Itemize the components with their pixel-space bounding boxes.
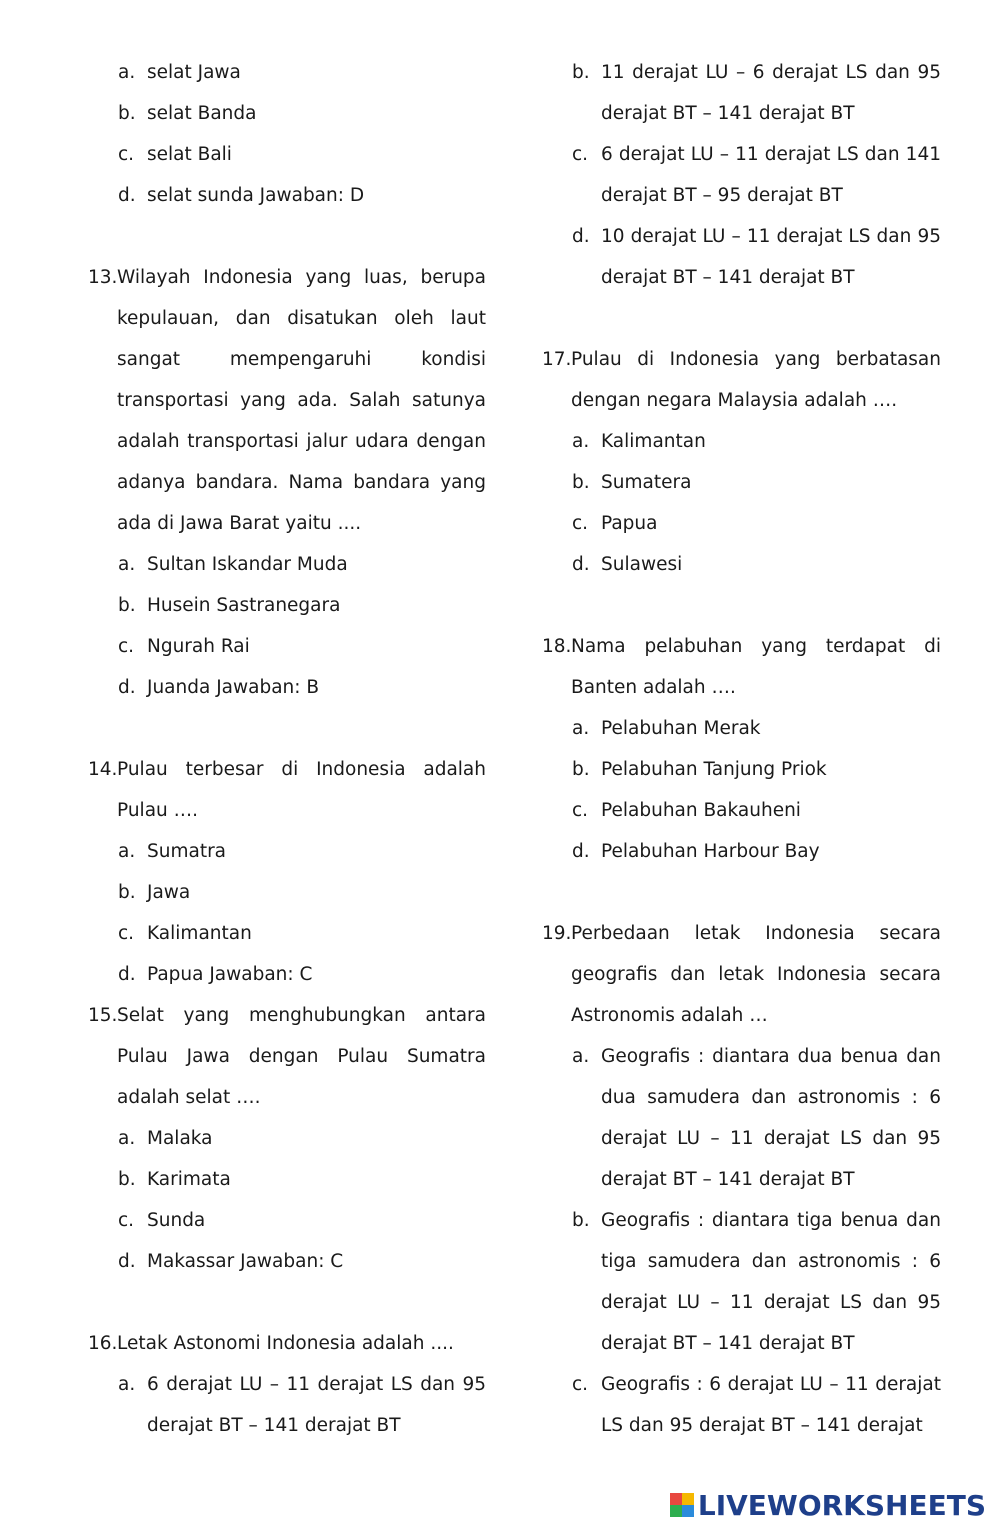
question-text: Perbedaan letak Indonesia secara geografis dan letak Indonesia secara Astronomis adalah … — [571, 923, 941, 1026]
question-14 — [88, 749, 486, 995]
question-text: Wilayah Indonesia yang luas, berupa kepulauan, dan disatukan oleh laut sangat mempengaruhi kondisi transportasi yang ada. Salah satunya adalah transportasi jalur udara dengan adanya bandara. Nama bandara yang ada di Jawa Barat yaitu .... — [117, 267, 486, 534]
question-text: Pulau di Indonesia yang berbatasan dengan negara Malaysia adalah …. — [571, 349, 941, 411]
option-item: c. selat Bali — [118, 144, 232, 165]
question-number: 15. — [88, 1005, 118, 1026]
question-text: Pulau terbesar di Indonesia adalah Pulau …. — [117, 759, 486, 821]
question-number: 17. — [542, 349, 572, 370]
option-text: selat Jawa — [147, 62, 241, 83]
option-item: b. Geografis : diantara tiga benua dan tiga samudera dan astronomis : 6 derajat LU – 11 derajat LS dan 95 derajat BT – 141 derajat BT — [542, 1200, 941, 1364]
option-item: b. Pelabuhan Tanjung Priok — [572, 759, 827, 780]
option-text: Sulawesi — [601, 554, 683, 575]
question-text: Nama pelabuhan yang terdapat di Banten adalah …. — [571, 636, 941, 698]
question-15 — [88, 995, 486, 1282]
question-number: 16. — [88, 1333, 118, 1354]
option-text: Makassar Jawaban: C — [147, 1251, 344, 1272]
question-stem — [88, 257, 486, 544]
option-text: Pelabuhan Tanjung Priok — [601, 759, 827, 780]
option-text: Sultan Iskandar Muda — [147, 554, 348, 575]
option-text: 10 derajat LU – 11 derajat LS dan 95 derajat BT – 141 derajat BT — [601, 226, 941, 288]
question-stem — [88, 1323, 486, 1364]
left-column — [88, 52, 486, 1446]
question-stem — [88, 995, 486, 1118]
option-item: b. 11 derajat LU – 6 derajat LS dan 95 derajat BT – 141 derajat BT — [542, 52, 941, 134]
option-text: 6 derajat LU – 11 derajat LS dan 141 derajat BT – 95 derajat BT — [601, 144, 941, 206]
option-text: Karimata — [147, 1169, 231, 1190]
option-item: d. Makassar Jawaban: C — [118, 1251, 344, 1272]
option-item: d. Juanda Jawaban: B — [118, 677, 320, 698]
question-18 — [542, 626, 941, 872]
question-stem — [88, 749, 486, 831]
option-item: a. selat Jawa — [118, 62, 241, 83]
option-item: d. selat sunda Jawaban: D — [118, 185, 365, 206]
question-16 — [88, 1323, 486, 1446]
question-number: 13. — [88, 267, 118, 288]
option-text: Juanda Jawaban: B — [147, 677, 320, 698]
option-item: a. Kalimantan — [572, 431, 706, 452]
option-text: 11 derajat LU – 6 derajat LS dan 95 derajat BT – 141 derajat BT — [601, 62, 941, 124]
option-text: Kalimantan — [147, 923, 252, 944]
option-item: c. Geografis : 6 derajat LU – 11 derajat LS dan 95 derajat BT – 141 derajat — [542, 1364, 941, 1446]
option-text: Sunda — [147, 1210, 206, 1231]
question-stem — [542, 626, 941, 708]
liveworksheets-logo-icon — [670, 1493, 694, 1517]
option-text: Sumatra — [147, 841, 227, 862]
option-item: b. Jawa — [118, 882, 191, 903]
option-text: Malaka — [147, 1128, 213, 1149]
option-item: c. 6 derajat LU – 11 derajat LS dan 141 derajat BT – 95 derajat BT — [542, 134, 941, 216]
option-item: c. Kalimantan — [118, 923, 252, 944]
option-item: b. Karimata — [118, 1169, 231, 1190]
option-item: b. Husein Sastranegara — [118, 595, 341, 616]
option-text: Ngurah Rai — [147, 636, 250, 657]
option-item: a. Pelabuhan Merak — [572, 718, 761, 739]
option-item: c. Ngurah Rai — [118, 636, 250, 657]
option-text: selat sunda Jawaban: D — [147, 185, 365, 206]
logo-text: LIVEWORKSHEETS — [697, 1488, 986, 1522]
option-item: c. Papua — [572, 513, 658, 534]
option-item: a. Geografis : diantara dua benua dan dua samudera dan astronomis : 6 derajat LU – 11 derajat LS dan 95 derajat BT – 141 derajat BT — [542, 1036, 941, 1200]
option-text: Pelabuhan Merak — [601, 718, 761, 739]
question-stem — [542, 339, 941, 421]
option-text: Papua Jawaban: C — [147, 964, 313, 985]
option-item: c. Pelabuhan Bakauheni — [572, 800, 801, 821]
question-13 — [88, 257, 486, 708]
question-number: 19. — [542, 923, 572, 944]
option-text: Pelabuhan Harbour Bay — [601, 841, 820, 862]
option-text: Geografis : diantara tiga benua dan tiga samudera dan astronomis : 6 derajat LU – 11 derajat LS dan 95 derajat BT – 141 derajat BT — [601, 1210, 941, 1354]
question-text: Letak Astonomi Indonesia adalah .... — [117, 1333, 454, 1354]
option-item: b. selat Banda — [118, 103, 257, 124]
q12-options — [88, 52, 486, 216]
option-item: d. Sulawesi — [572, 554, 683, 575]
option-text: Papua — [601, 513, 658, 534]
option-item: c. Sunda — [118, 1210, 206, 1231]
option-text: Geografis : 6 derajat LU – 11 derajat LS dan 95 derajat BT – 141 derajat — [601, 1374, 941, 1436]
q16-options-continued — [542, 52, 941, 298]
right-column — [542, 52, 941, 1446]
question-number: 14. — [88, 759, 118, 780]
option-text: Sumatera — [601, 472, 692, 493]
option-text: Kalimantan — [601, 431, 706, 452]
option-item: b. Sumatera — [572, 472, 692, 493]
question-stem — [542, 913, 941, 1036]
option-item: a. Sultan Iskandar Muda — [118, 554, 348, 575]
question-text: Selat yang menghubungkan antara Pulau Jawa dengan Pulau Sumatra adalah selat …. — [117, 1005, 486, 1108]
option-text: Geografis : diantara dua benua dan dua samudera dan astronomis : 6 derajat LU – 11 derajat LS dan 95 derajat BT – 141 derajat BT — [601, 1046, 941, 1190]
liveworksheets-logo[interactable] — [670, 1485, 986, 1525]
question-17 — [542, 339, 941, 585]
option-text: 6 derajat LU – 11 derajat LS dan 95 derajat BT – 141 derajat BT — [147, 1374, 486, 1436]
option-text: Pelabuhan Bakauheni — [601, 800, 801, 821]
option-item: a. Sumatra — [118, 841, 227, 862]
question-19 — [542, 913, 941, 1446]
option-item: d. Papua Jawaban: C — [118, 964, 313, 985]
option-text: selat Bali — [147, 144, 232, 165]
option-item: a. Malaka — [118, 1128, 213, 1149]
option-text: Husein Sastranegara — [147, 595, 341, 616]
question-number: 18. — [542, 636, 572, 657]
option-item: d. 10 derajat LU – 11 derajat LS dan 95 derajat BT – 141 derajat BT — [542, 216, 941, 298]
option-item: a. 6 derajat LU – 11 derajat LS dan 95 derajat BT – 141 derajat BT — [88, 1364, 486, 1446]
option-text: selat Banda — [147, 103, 257, 124]
option-item: d. Pelabuhan Harbour Bay — [572, 841, 820, 862]
option-text: Jawa — [147, 882, 191, 903]
